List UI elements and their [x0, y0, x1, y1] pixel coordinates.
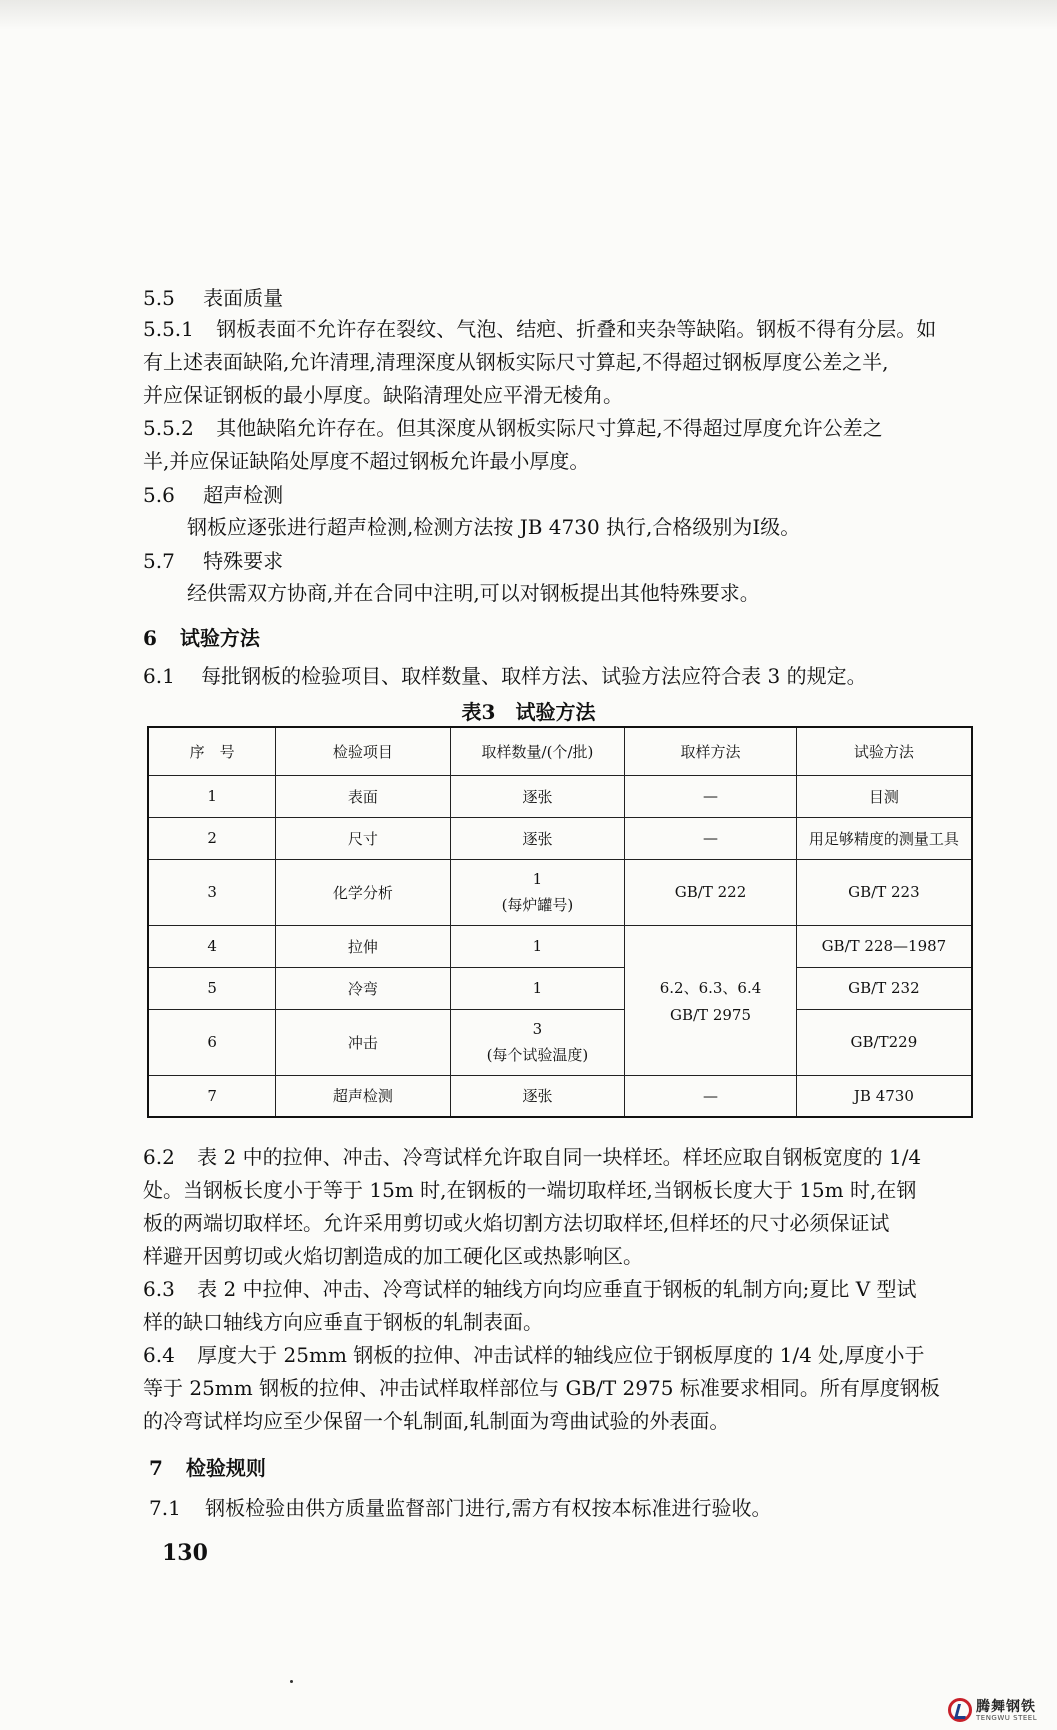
- logo-text: 腾舞钢铁: [976, 1699, 1036, 1715]
- cell-test: 目测: [796, 775, 972, 817]
- cell-item: 冷弯: [276, 967, 450, 1009]
- table-row: [148, 1009, 972, 1075]
- section-number: 6.3: [143, 1277, 175, 1301]
- table-caption: 表3 试验方法: [461, 700, 596, 724]
- table-row: [148, 775, 972, 817]
- cell-item: 尺寸: [276, 817, 450, 859]
- cell-qty: [450, 859, 625, 925]
- cell-qty: 逐张: [450, 1075, 625, 1117]
- test-methods-table: [147, 726, 973, 1118]
- section-number: 5.6: [143, 483, 175, 507]
- cell-no: 4: [148, 925, 276, 967]
- cell-no: 5: [148, 967, 276, 1009]
- logo-subtext: TENGWU STEEL: [976, 1714, 1038, 1722]
- cell-item: 表面: [276, 775, 450, 817]
- section-number: 5.7: [143, 549, 175, 573]
- header-cell: 取样方法: [625, 727, 797, 775]
- para-5-5-1-line3: 并应保证钢板的最小厚度。缺陷清理处应平滑无棱角。: [143, 383, 623, 407]
- cell-item: 拉伸: [276, 925, 450, 967]
- para-6-1: [143, 660, 867, 689]
- cell-no: 1: [148, 775, 276, 817]
- para-6-2-line1: [143, 1141, 921, 1170]
- section-5-5-heading: [143, 282, 283, 311]
- section-5-7-heading: [143, 545, 283, 574]
- para-7-1: [149, 1492, 772, 1521]
- cell-test: GB/T229: [796, 1009, 972, 1075]
- header-cell: 检验项目: [276, 727, 450, 775]
- para-5-5-2-line1: [143, 412, 883, 441]
- cell-qty: 逐张: [450, 817, 625, 859]
- cell-method-merged: [625, 925, 797, 1075]
- para-5-5-1-line1: [143, 313, 936, 342]
- section-number: 7.1: [149, 1496, 181, 1520]
- table-row: [148, 1075, 972, 1117]
- cell-qty: 逐张: [450, 775, 625, 817]
- para-5-5-1-line2: 有上述表面缺陷,允许清理,清理深度从钢板实际尺寸算起,不得超过钢板厚度公差之半,: [143, 350, 889, 374]
- cell-test: 用足够精度的测量工具: [796, 817, 972, 859]
- section-title: 试验方法: [179, 626, 260, 650]
- cell-test: GB/T 232: [796, 967, 972, 1009]
- para-text: 每批钢板的检验项目、取样数量、取样方法、试验方法应符合表 3 的规定。: [201, 664, 867, 688]
- chapter-6-heading: [143, 622, 260, 651]
- para-text: 钢板检验由供方质量监督部门进行,需方有权按本标准进行验收。: [205, 1496, 772, 1520]
- page-number: 130: [162, 1540, 208, 1566]
- cell-test: GB/T 223: [796, 859, 972, 925]
- header-cell: 试验方法: [796, 727, 972, 775]
- para-text: 表 2 中拉伸、冲击、冷弯试样的轴线方向均应垂直于钢板的轧制方向;夏比 V 型试: [197, 1277, 917, 1301]
- qty-value: 3: [532, 1019, 543, 1038]
- cell-qty: [450, 1009, 625, 1075]
- tengwu-logo-icon: [948, 1698, 972, 1722]
- qty-note: (每炉罐号): [501, 895, 574, 914]
- cell-method: —: [625, 775, 797, 817]
- para-text: 其他缺陷允许存在。但其深度从钢板实际尺寸算起,不得超过厚度允许公差之: [216, 416, 883, 440]
- cell-test: GB/T 228—1987: [796, 925, 972, 967]
- method-clauses: 6.2、6.3、6.4: [659, 978, 762, 997]
- section-number: 5.5.1: [143, 317, 194, 341]
- table-row: [148, 817, 972, 859]
- section-5-6-heading: [143, 479, 283, 508]
- cell-no: 2: [148, 817, 276, 859]
- para-5-7-body: 经供需双方协商,并在合同中注明,可以对钢板提出其他特殊要求。: [187, 581, 760, 605]
- para-6-3-line1: [143, 1273, 917, 1302]
- para-5-5-2-line2: 半,并应保证缺陷处厚度不超过钢板允许最小厚度。: [143, 449, 590, 473]
- para-6-4-line1: [143, 1339, 925, 1368]
- para-text: 钢板表面不允许存在裂纹、气泡、结疤、折叠和夹杂等缺陷。钢板不得有分层。如: [216, 317, 937, 341]
- table-row: [148, 967, 972, 1009]
- section-number: 6.1: [143, 664, 175, 688]
- chapter-7-heading: [149, 1452, 266, 1481]
- section-title: 超声检测: [203, 483, 284, 507]
- para-text: 表 2 中的拉伸、冲击、冷弯试样允许取自同一块样坯。样坯应取自钢板宽度的 1/4: [197, 1145, 922, 1169]
- section-number: 6.2: [143, 1145, 175, 1169]
- section-number: 5.5: [143, 286, 175, 310]
- para-6-4-line3: 的冷弯试样均应至少保留一个轧制面,轧制面为弯曲试验的外表面。: [143, 1409, 730, 1433]
- cell-method: —: [625, 1075, 797, 1117]
- cell-item: 冲击: [276, 1009, 450, 1075]
- section-title: 表面质量: [203, 286, 284, 310]
- section-title: 检验规则: [185, 1456, 266, 1480]
- cell-item: 化学分析: [276, 859, 450, 925]
- section-number: 7: [149, 1456, 163, 1480]
- cell-qty: 1: [450, 925, 625, 967]
- header-cell: 序 号: [148, 727, 276, 775]
- cell-method: —: [625, 817, 797, 859]
- section-number: 6: [143, 626, 157, 650]
- cell-no: 7: [148, 1075, 276, 1117]
- table-header-row: [148, 727, 972, 775]
- method-standard: GB/T 2975: [670, 1005, 752, 1024]
- cell-method: GB/T 222: [625, 859, 797, 925]
- para-6-2-line2: 处。当钢板长度小于等于 15m 时,在钢板的一端切取样坯,当钢板长度大于 15m 时,在钢: [143, 1178, 917, 1202]
- header-cell: 取样数量/(个/批): [450, 727, 625, 775]
- para-5-6-body: 钢板应逐张进行超声检测,检测方法按 JB 4730 执行,合格级别为Ⅰ级。: [187, 515, 801, 539]
- para-text: 厚度大于 25mm 钢板的拉伸、冲击试样的轴线应位于钢板厚度的 1/4 处,厚度小于: [197, 1343, 925, 1367]
- qty-value: 1: [532, 869, 543, 888]
- watermark-logo: [948, 1696, 1056, 1728]
- table-row: [148, 859, 972, 925]
- cell-item: 超声检测: [276, 1075, 450, 1117]
- section-title: 特殊要求: [203, 549, 284, 573]
- qty-note: (每个试验温度): [486, 1045, 589, 1064]
- para-6-4-line2: 等于 25mm 钢板的拉伸、冲击试样取样部位与 GB/T 2975 标准要求相同。所有厚度钢板: [143, 1376, 940, 1400]
- cell-no: 6: [148, 1009, 276, 1075]
- cell-qty: 1: [450, 967, 625, 1009]
- cell-no: 3: [148, 859, 276, 925]
- scan-speck: [290, 1680, 293, 1683]
- scan-edge: [0, 0, 1057, 30]
- para-6-2-line3: 板的两端切取样坯。允许采用剪切或火焰切割方法切取样坯,但样坯的尺寸必须保证试: [143, 1211, 890, 1235]
- para-6-2-line4: 样避开因剪切或火焰切割造成的加工硬化区或热影响区。: [143, 1244, 643, 1268]
- section-number: 5.5.2: [143, 416, 194, 440]
- para-6-3-line2: 样的缺口轴线方向应垂直于钢板的轧制表面。: [143, 1310, 543, 1334]
- table-row: [148, 925, 972, 967]
- cell-test: JB 4730: [796, 1075, 972, 1117]
- section-number: 6.4: [143, 1343, 175, 1367]
